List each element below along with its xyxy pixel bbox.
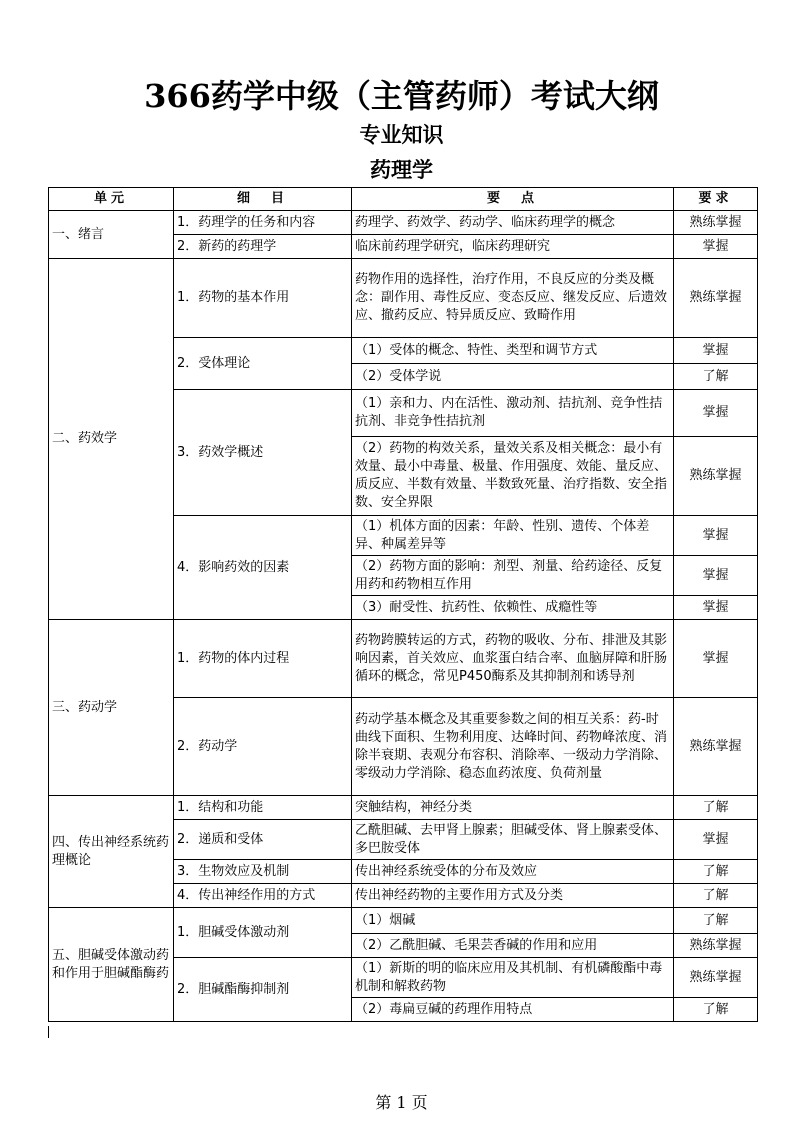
point-cell: （2）乙酰胆碱、毛果芸香碱的作用和应用 <box>352 934 674 958</box>
unit-cell: 三、药动学 <box>49 620 174 796</box>
unit-cell: 四、传出神经系统药理概论 <box>49 796 174 908</box>
header-item: 细 目 <box>174 188 352 211</box>
unit-cell: 五、胆碱受体激动药和作用于胆碱酯酶药 <box>49 908 174 1022</box>
point-cell: 传出神经药物的主要作用方式及分类 <box>352 884 674 908</box>
header-requirement: 要求 <box>674 188 758 211</box>
item-cell: 2．新药的药理学 <box>174 235 352 259</box>
item-cell: 4．影响药效的因素 <box>174 516 352 620</box>
requirement-cell: 掌握 <box>674 390 758 437</box>
point-cell: 药物跨膜转运的方式，药物的吸收、分布、排泄及其影响因素，首关效应、血浆蛋白结合率、血脑屏障和肝肠循环的概念，常见P450酶系及其抑制剂和诱导剂 <box>352 620 674 698</box>
point-cell: （1）烟碱 <box>352 908 674 934</box>
requirement-cell: 了解 <box>674 884 758 908</box>
requirement-cell: 熟练掌握 <box>674 259 758 338</box>
requirement-cell: 了解 <box>674 796 758 820</box>
point-cell: 传出神经系统受体的分布及效应 <box>352 860 674 884</box>
point-cell: 药动学基本概念及其重要参数之间的相互关系：药-时曲线下面积、生物利用度、达峰时间、药物峰浓度、消除半衰期、表观分布容积、消除率、一级动力学消除、零级动力学消除、稳态血药浓度、负荷剂量 <box>352 698 674 796</box>
header-point: 要 点 <box>352 188 674 211</box>
table-row <box>49 796 758 820</box>
requirement-cell: 掌握 <box>674 516 758 556</box>
syllabus-table <box>48 187 758 1022</box>
item-cell: 1．药物的体内过程 <box>174 620 352 698</box>
point-cell: （1）受体的概念、特性、类型和调节方式 <box>352 338 674 364</box>
document-title: 366药学中级（主管药师）考试大纲 <box>144 77 659 115</box>
point-cell: 药物作用的选择性，治疗作用，不良反应的分类及概念：副作用、毒性反应、变态反应、继发反应、后遗效应、撤药反应、特异质反应、致畸作用 <box>352 259 674 338</box>
unit-cell: 一、绪言 <box>49 211 174 259</box>
point-cell: （2）药物的构效关系，量效关系及相关概念：最小有效量、最小中毒量、极量、作用强度、效能、量反应、质反应、半数有效量、半数致死量、治疗指数、安全指数、安全界限 <box>352 437 674 516</box>
requirement-cell: 熟练掌握 <box>674 211 758 235</box>
requirement-cell: 掌握 <box>674 338 758 364</box>
point-cell: （2）药物方面的影响：剂型、剂量、给药途径、反复用药和药物相互作用 <box>352 556 674 596</box>
requirement-cell: 掌握 <box>674 556 758 596</box>
item-cell: 1．胆碱受体激动剂 <box>174 908 352 958</box>
point-cell: 突触结构，神经分类 <box>352 796 674 820</box>
requirement-cell: 了解 <box>674 998 758 1022</box>
requirement-cell: 熟练掌握 <box>674 698 758 796</box>
requirement-cell: 熟练掌握 <box>674 437 758 516</box>
item-cell: 2．药动学 <box>174 698 352 796</box>
table-header-row <box>49 188 758 211</box>
subtitle-professional-knowledge: 专业知识 <box>359 123 444 147</box>
point-cell: 临床前药理学研究，临床药理研究 <box>352 235 674 259</box>
point-cell: （2）毒扁豆碱的药理作用特点 <box>352 998 674 1022</box>
point-cell: （1）亲和力、内在活性、激动剂、拮抗剂、竞争性拮抗剂、非竞争性拮抗剂 <box>352 390 674 437</box>
requirement-cell: 掌握 <box>674 235 758 259</box>
point-cell: 乙酰胆碱、去甲肾上腺素；胆碱受体、肾上腺素受体、多巴胺受体 <box>352 820 674 860</box>
requirement-cell: 熟练掌握 <box>674 958 758 998</box>
item-cell: 2．胆碱酯酶抑制剂 <box>174 958 352 1022</box>
table-left-rule <box>48 1026 49 1038</box>
requirement-cell: 掌握 <box>674 620 758 698</box>
item-cell: 1．药物的基本作用 <box>174 259 352 338</box>
item-cell: 2．受体理论 <box>174 338 352 390</box>
requirement-cell: 掌握 <box>674 820 758 860</box>
point-cell: 药理学、药效学、药动学、临床药理学的概念 <box>352 211 674 235</box>
item-cell: 3．药效学概述 <box>174 390 352 516</box>
table-row <box>49 908 758 934</box>
table-row <box>49 259 758 338</box>
requirement-cell: 熟练掌握 <box>674 934 758 958</box>
item-cell: 2．递质和受体 <box>174 820 352 860</box>
table-row <box>49 211 758 235</box>
page-number: 第 1 页 <box>375 1093 428 1112</box>
point-cell: （1）机体方面的因素：年龄、性别、遗传、个体差异、种属差异等 <box>352 516 674 556</box>
item-cell: 1．药理学的任务和内容 <box>174 211 352 235</box>
table-row <box>49 620 758 698</box>
subtitle-pharmacology: 药理学 <box>370 158 433 182</box>
requirement-cell: 了解 <box>674 364 758 390</box>
point-cell: （2）受体学说 <box>352 364 674 390</box>
item-cell: 4．传出神经作用的方式 <box>174 884 352 908</box>
item-cell: 3．生物效应及机制 <box>174 860 352 884</box>
item-cell: 1．结构和功能 <box>174 796 352 820</box>
point-cell: （3）耐受性、抗药性、依赖性、成瘾性等 <box>352 596 674 620</box>
header-unit: 单元 <box>49 188 174 211</box>
unit-cell: 二、药效学 <box>49 259 174 620</box>
requirement-cell: 了解 <box>674 860 758 884</box>
point-cell: （1）新斯的明的临床应用及其机制、有机磷酸酯中毒机制和解救药物 <box>352 958 674 998</box>
requirement-cell: 掌握 <box>674 596 758 620</box>
requirement-cell: 了解 <box>674 908 758 934</box>
